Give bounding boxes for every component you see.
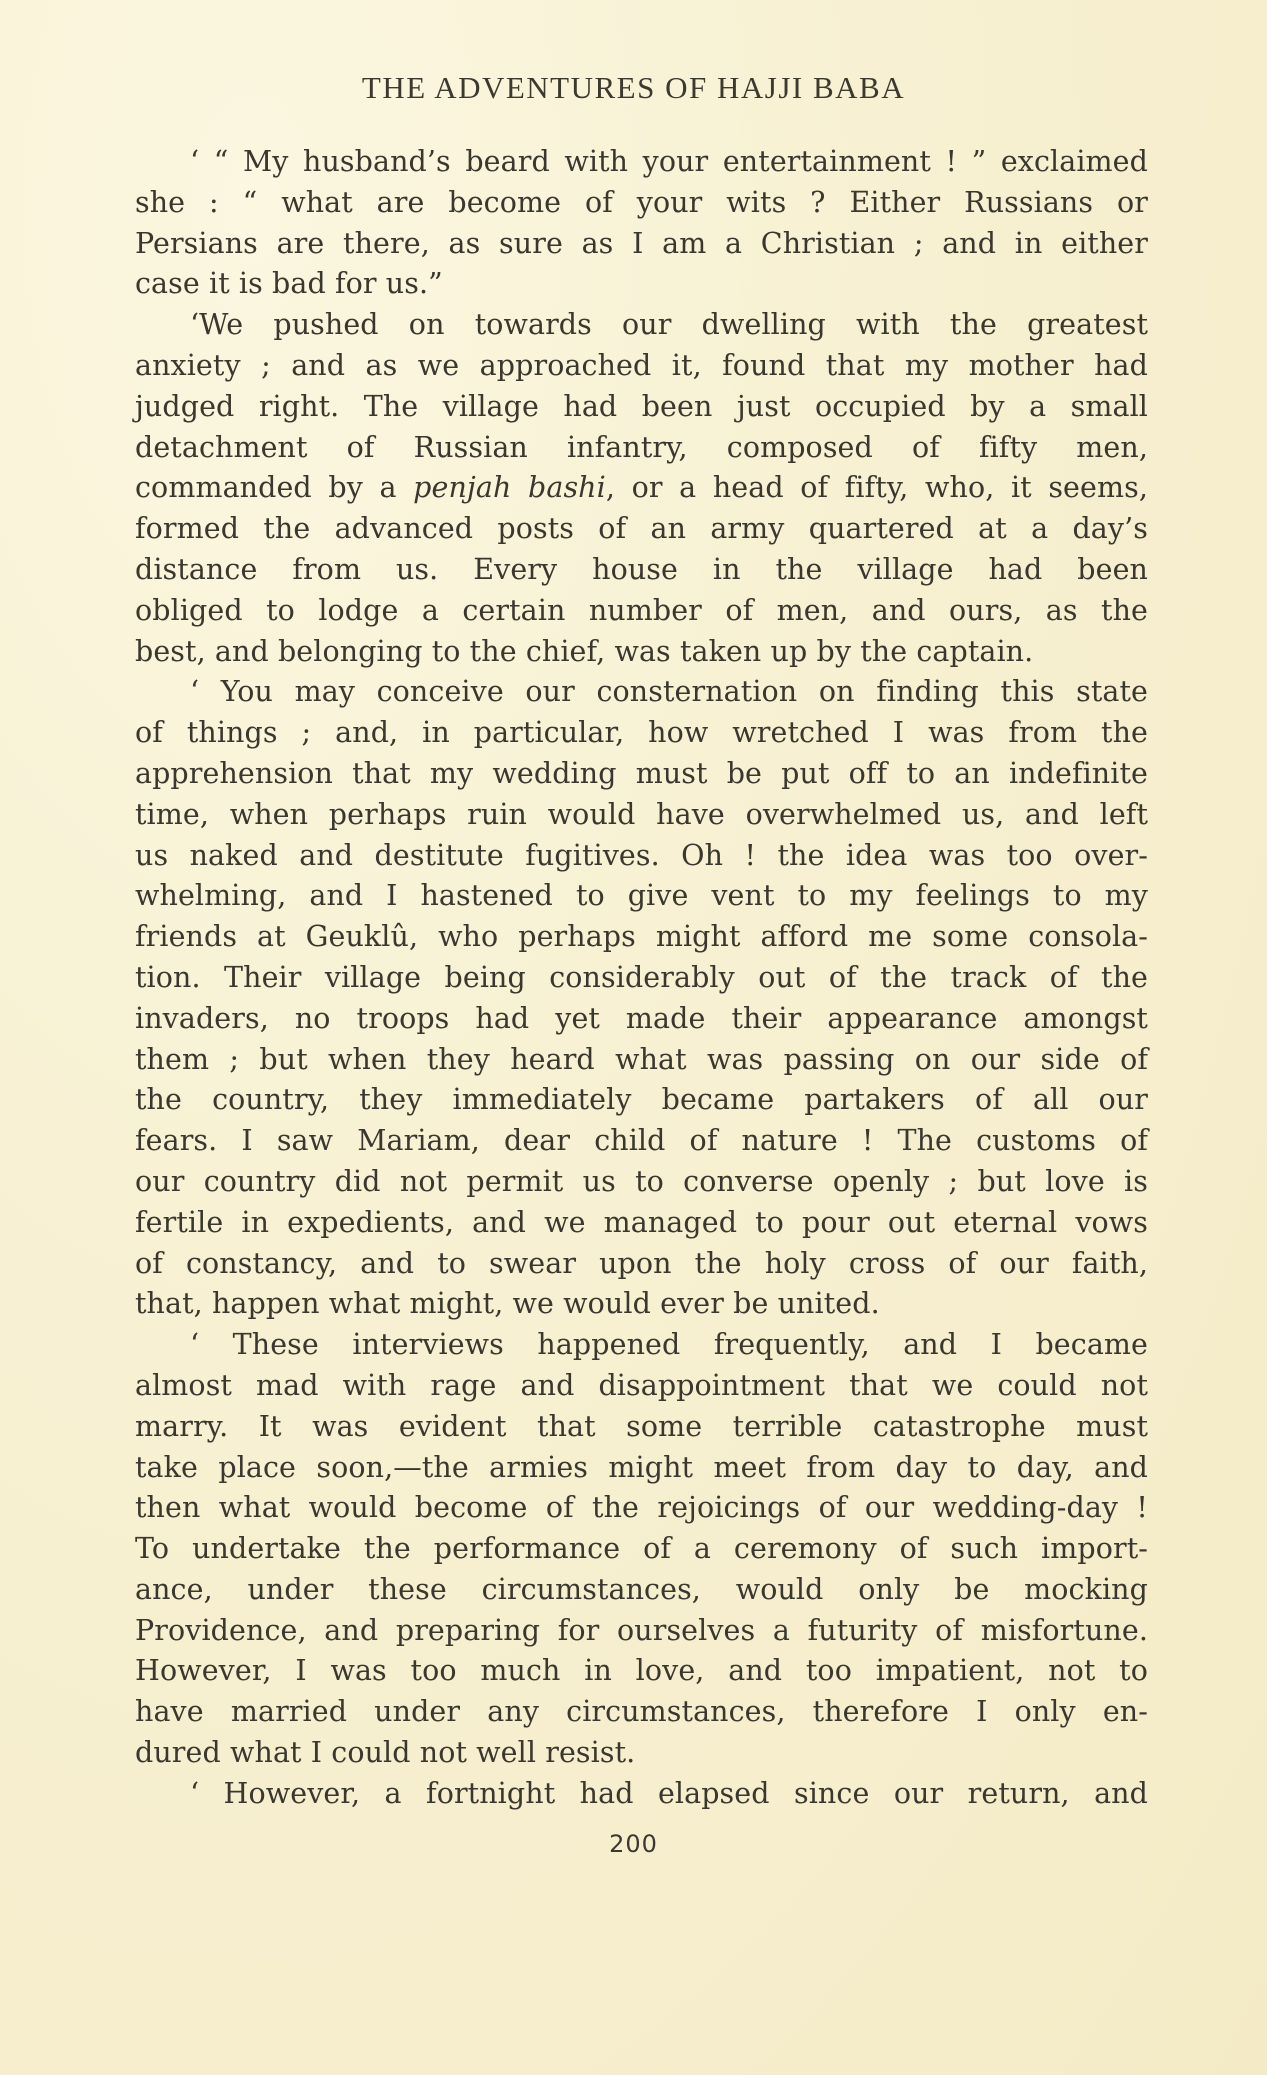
text-line: distance from us. Every house in the village had been: [135, 552, 1148, 586]
text-line: best, and belonging to the chief, was taken up by the captain.: [135, 634, 1034, 668]
text-line: our country did not permit us to converse openly ; but love is: [135, 1164, 1148, 1198]
text-line: However, I was too much in love, and too impatient, not to: [135, 1654, 1148, 1688]
text-line: the country, they immediately became partakers of all our: [135, 1083, 1148, 1117]
text-line: whelming, and I hastened to give vent to my feelings to my: [135, 879, 1148, 913]
text-line: ance, under these circumstances, would only be mocking: [135, 1572, 1148, 1606]
text-line: that, happen what might, we would ever be united.: [135, 1287, 880, 1321]
text-line: [135, 468, 1148, 509]
text-line: time, when perhaps ruin would have overwhelmed us, and left: [135, 797, 1148, 831]
text-line: anxiety ; and as we approached it, found that my mother had: [135, 348, 1148, 382]
text-line: take place soon,—the armies might meet from day to day, and: [135, 1450, 1148, 1484]
text-line: apprehension that my wedding must be put off to an indefinite: [135, 756, 1148, 790]
text-fragment: , or a head of fifty, who, it seems,: [605, 471, 1148, 505]
text-line: case it is bad for us.”: [135, 267, 443, 301]
text-fragment: commanded by a: [135, 471, 414, 505]
text-line: fears. I saw Mariam, dear child of nature ! The customs of: [135, 1124, 1148, 1158]
text-line: invaders, no troops had yet made their appearance amongst: [135, 1001, 1148, 1035]
text-line: judged right. The village had been just occupied by a small: [135, 389, 1148, 423]
text-line: then what would become of the rejoicings of our wedding-day !: [135, 1491, 1148, 1525]
text-line: formed the advanced posts of an army quartered at a day’s: [135, 512, 1148, 546]
text-line: marry. It was evident that some terrible catastrophe must: [135, 1409, 1148, 1443]
text-line: Persians are there, as sure as I am a Christian ; and in either: [135, 226, 1148, 260]
body-text: [135, 142, 1148, 1815]
text-line: obliged to lodge a certain number of men, and ours, as the: [135, 593, 1148, 627]
text-line: have married under any circumstances, therefore I only en-: [135, 1695, 1148, 1729]
text-line: of constancy, and to swear upon the holy cross of our faith,: [135, 1246, 1148, 1280]
running-head: THE ADVENTURES OF HAJJI BABA: [361, 70, 906, 105]
text-line: Providence, and preparing for ourselves a futurity of misfortune.: [135, 1613, 1148, 1647]
text-line: ‘ “ My husband’s beard with your entertainment ! ” exclaimed: [190, 145, 1148, 178]
text-line: she : “ what are become of your wits ? Either Russians or: [135, 185, 1148, 219]
italic-term: penjah bashi: [413, 471, 606, 505]
page-number: 200: [609, 1830, 658, 1858]
text-line: of things ; and, in particular, how wretched I was from the: [135, 716, 1148, 750]
text-line: ‘ These interviews happened frequently, and I became: [190, 1328, 1148, 1362]
text-line: friends at Geuklû, who perhaps might afford me some consola-: [135, 920, 1148, 954]
text-line: To undertake the performance of a ceremony of such import-: [135, 1532, 1148, 1566]
text-line: ‘ You may conceive our consternation on finding this state: [190, 675, 1148, 709]
text-line: tion. Their village being considerably out of the track of the: [135, 960, 1148, 994]
text-line: detachment of Russian infantry, composed of fifty men,: [135, 430, 1148, 464]
text-line: them ; but when they heard what was passing on our side of: [135, 1042, 1148, 1076]
text-line: ‘We pushed on towards our dwelling with the greatest: [190, 308, 1148, 342]
text-line: almost mad with rage and disappointment that we could not: [135, 1368, 1148, 1402]
text-line: us naked and destitute fugitives. Oh ! the idea was too over-: [135, 838, 1148, 872]
text-line: ‘ However, a fortnight had elapsed since our return, and: [190, 1776, 1148, 1810]
text-line: dured what I could not well resist.: [135, 1736, 636, 1770]
text-line: fertile in expedients, and we managed to pour out eternal vows: [135, 1205, 1148, 1239]
